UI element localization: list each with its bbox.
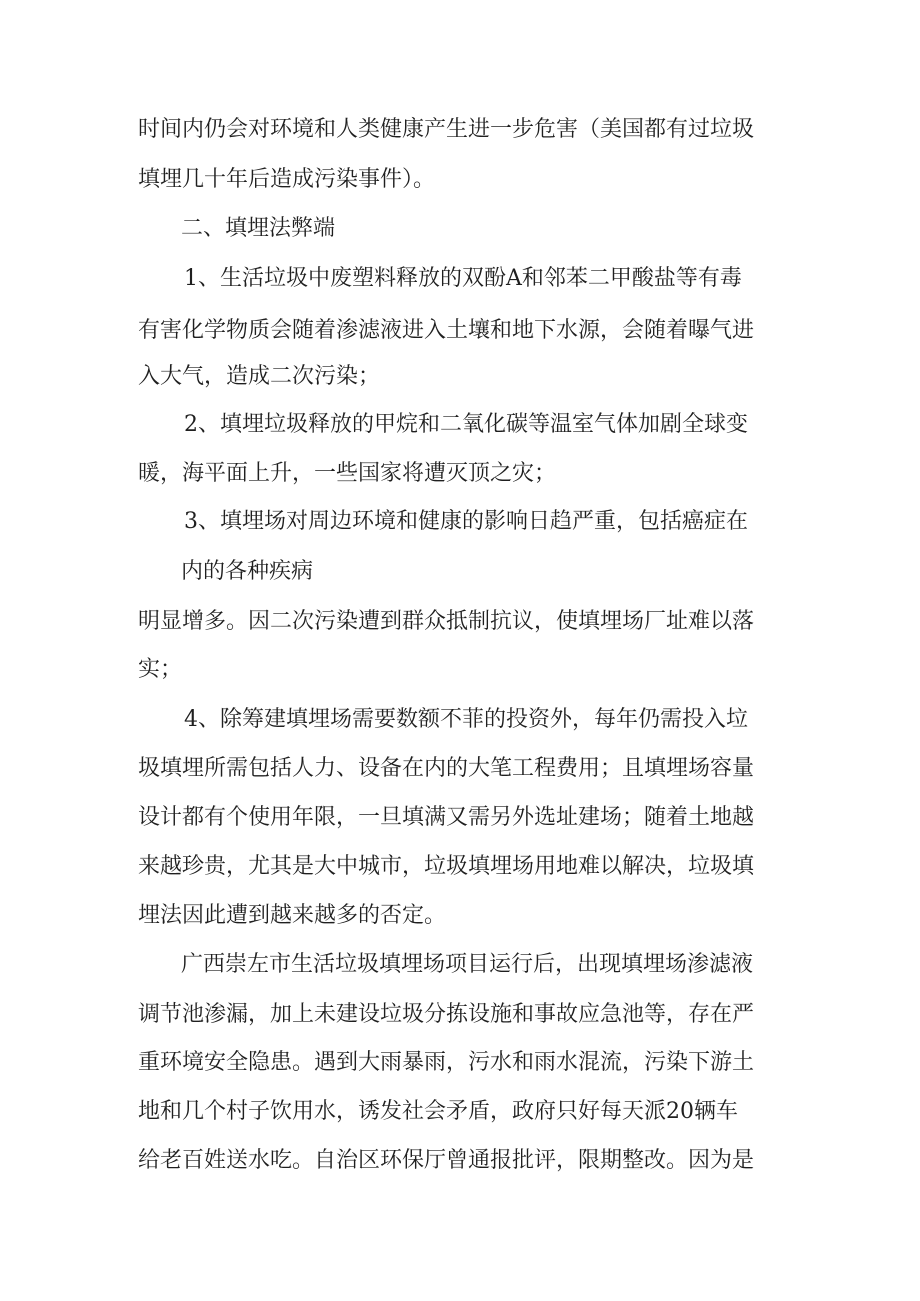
text-line: 重环境安全隐患。遇到大雨暴雨，污水和雨水混流，污染下游土 [138, 1050, 755, 1075]
text-line: 广西崇左市生活垃圾填埋场项目运行后，出现填埋场渗滤液 [181, 952, 754, 977]
text-line: 埋法因此遭到越来越多的否定。 [138, 903, 447, 928]
text-line: 实； [138, 657, 183, 682]
text-line: 给老百姓送水吃。自治区环保厅曾通报批评，限期整改。因为是 [138, 1148, 755, 1173]
section-heading: 二、填埋法弊端 [181, 216, 336, 241]
text-line: 内的各种疾病 [181, 559, 314, 584]
text-line: 暖，海平面上升，一些国家将遭灭顶之灾； [138, 461, 557, 486]
text-line: 时间内仍会对环境和人类健康产生进一步危害（美国都有过垃圾 [138, 117, 755, 142]
text-line: 4、除筹建填埋场需要数额不菲的投资外，每年仍需投入垃 [184, 707, 748, 732]
text-line: 明显增多。因二次污染遭到群众抵制抗议，使填埋场厂址难以落 [138, 609, 755, 634]
text-line: 调节池渗漏，加上未建设垃圾分拣设施和事故应急池等，存在严 [138, 1002, 755, 1027]
text-line: 3、填埋场对周边环境和健康的影响日趋严重，包括癌症在 [184, 509, 748, 534]
text-line: 圾填埋所需包括人力、设备在内的大笔工程费用；且填埋场容量 [138, 756, 755, 781]
text-line: 设计都有个使用年限，一旦填满又需另外选址建场；随着土地越 [138, 805, 755, 830]
text-line: 填埋几十年后造成污染事件）。 [138, 167, 436, 192]
text-line: 2、填埋垃圾释放的甲烷和二氧化碳等温室气体加剧全球变 [184, 412, 748, 437]
text-line: 地和几个村子饮用水，诱发社会矛盾，政府只好每天派20辆车 [138, 1099, 738, 1124]
text-line: 1、生活垃圾中废塑料释放的双酚A和邻苯二甲酸盐等有毒 [184, 266, 742, 291]
text-line: 来越珍贵，尤其是大中城市，垃圾填埋场用地难以解决，垃圾填 [138, 854, 755, 879]
text-line: 入大气，造成二次污染； [138, 364, 381, 389]
text-line: 有害化学物质会随着渗滤液进入土壤和地下水源，会随着曝气进 [138, 318, 755, 343]
